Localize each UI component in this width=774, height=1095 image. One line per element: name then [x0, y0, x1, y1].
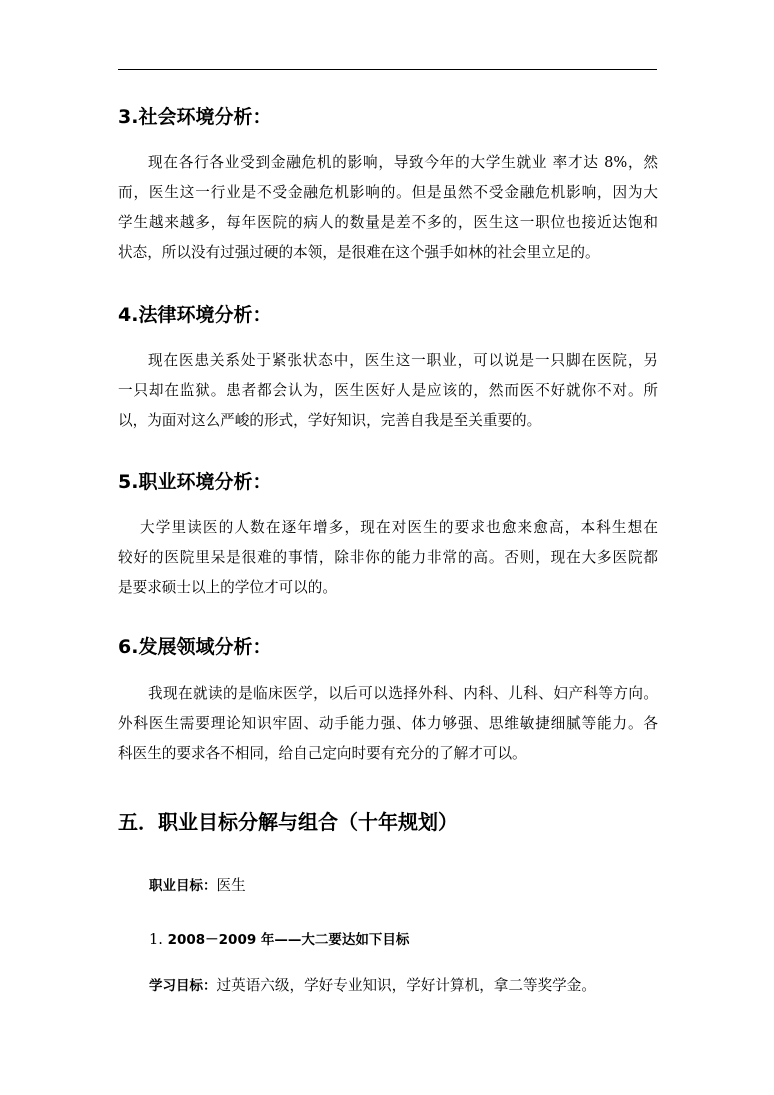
study-goal-label: 学习目标：	[149, 978, 217, 994]
stage-number: 1.	[149, 931, 163, 948]
section-body-legal	[118, 346, 658, 436]
paragraph-line: 一只却在监狱。患者都会认为，医生医好人是应该的，然而医不好就你不对。所	[118, 382, 658, 399]
paragraph-line: 状态，所以没有过强过硬的本领，是很难在这个强手如林的社会里立足的。	[118, 244, 600, 261]
section-body-social	[118, 148, 658, 268]
career-goal-value: 医生	[216, 877, 246, 894]
paragraph-line: 以，为面对这么严峻的形式，学好知识，完善自我是至关重要的。	[118, 412, 542, 429]
paragraph-line: 我现在就读的是临床医学，以后可以选择外科、内科、儿科、妇产科等方向。	[148, 685, 658, 702]
header-rule	[118, 69, 657, 70]
section-heading-legal: 4.法律环境分析：	[118, 304, 272, 326]
paragraph-line: 大学里读医的人数在逐年增多，现在对医生的要求也愈来愈高，本科生想在	[140, 519, 658, 536]
paragraph-line: 而，医生这一行业是不受金融危机影响的。但是虽然不受金融危机影响，因为大	[118, 184, 658, 201]
paragraph-line: 科医生的要求各不相同，给自己定向时要有充分的了解才可以。	[118, 745, 527, 762]
paragraph-line: 较好的医院里呆是很难的事情，除非你的能力非常的高。否则，现在大多医院都	[118, 549, 658, 566]
section-heading-social: 3.社会环境分析：	[118, 106, 272, 128]
section-body-career	[118, 513, 658, 603]
paragraph-line: 是要求硕士以上的学位才可以的。	[118, 579, 337, 596]
study-goal-value: 过英语六级，学好专业知识，学好计算机，拿二等奖学金。	[216, 977, 596, 994]
paragraph-line: 现在各行各业受到金融危机的影响，导致今年的大学生就业 率才达 8%，然	[148, 154, 658, 171]
paragraph-line: 现在医患关系处于紧张状态中，医生这一职业，可以说是一只脚在医院，另	[148, 352, 658, 369]
paragraph-line: 外科医生需要理论知识牢固、动手能力强、体力够强、思维敏捷细腻等能力。各	[118, 715, 658, 732]
stage-heading	[149, 928, 409, 948]
career-goal-label: 职业目标：	[149, 878, 217, 894]
career-goal	[149, 874, 246, 895]
section-heading-development: 6.发展领域分析：	[118, 636, 272, 658]
section-body-development	[118, 679, 658, 769]
chapter-heading: 五．职业目标分解与组合（十年规划）	[118, 810, 458, 834]
study-goal	[149, 974, 596, 995]
paragraph-line: 学生越来越多，每年医院的病人的数量是差不多的，医生这一职位也接近达饱和	[118, 214, 658, 231]
stage-title: 2008－2009 年——大二要达如下目标	[167, 932, 410, 948]
section-heading-career: 5.职业环境分析：	[118, 471, 272, 493]
